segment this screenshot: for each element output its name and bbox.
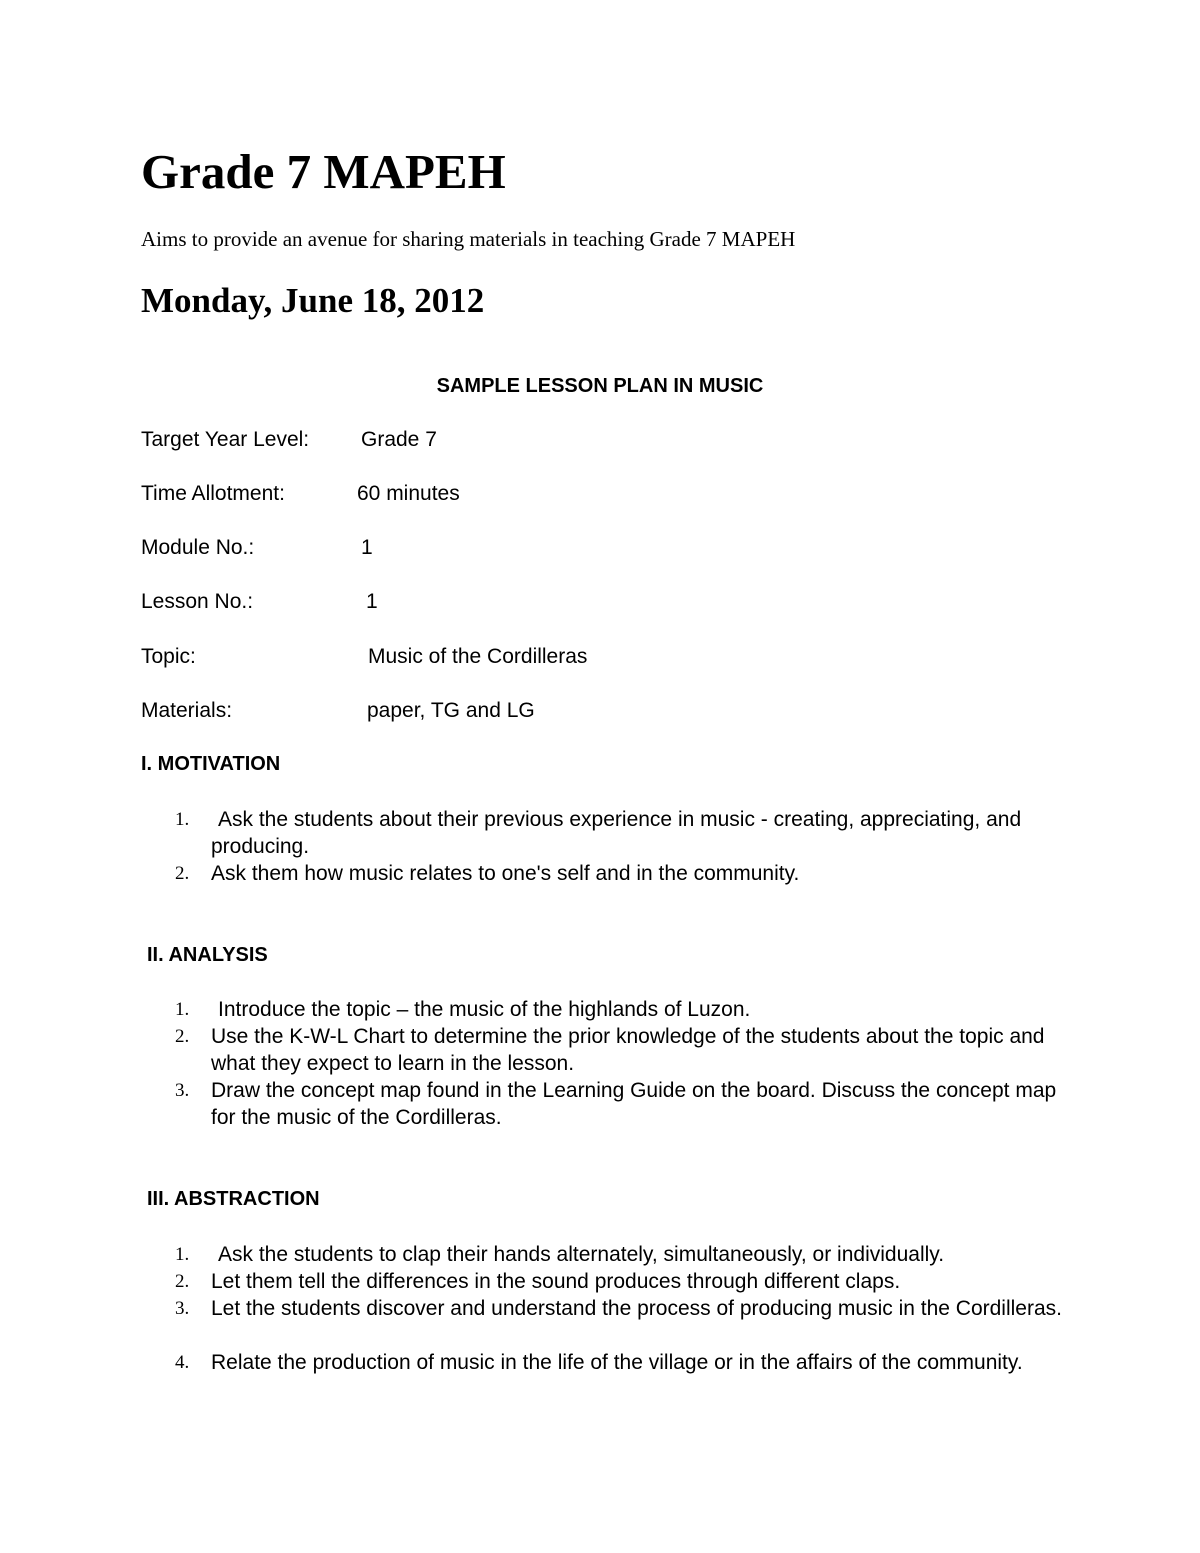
document-date: Monday, June 18, 2012	[141, 281, 485, 320]
list-text: Draw the concept map found in the Learning Guide on the board. Discuss the concept map for the music of the Cordilleras.	[211, 1079, 1057, 1129]
list-number: 2.	[175, 863, 190, 884]
section-heading-motivation: I. MOTIVATION	[141, 753, 281, 775]
list-text: Relate the production of music in the life of the village or in the affairs of the community.	[211, 1351, 1023, 1374]
list-number: 1.	[175, 999, 190, 1020]
field-label-time-allotment: Time Allotment:	[141, 482, 285, 505]
list-text: Use the K-W-L Chart to determine the prior knowledge of the students about the topic and what they expect to learn in the lesson.	[211, 1025, 1045, 1075]
list-number: 1.	[175, 809, 190, 830]
field-value-target-year-level: Grade 7	[361, 428, 437, 451]
field-label-module-no: Module No.:	[141, 536, 255, 559]
field-label-lesson-no: Lesson No.:	[141, 590, 254, 613]
list-text: Ask them how music relates to one's self and in the community.	[211, 862, 800, 885]
field-label-materials: Materials:	[141, 699, 233, 722]
section-heading-analysis: II. ANALYSIS	[147, 944, 268, 966]
field-label-target-year-level: Target Year Level:	[141, 428, 310, 451]
list-number: 3.	[175, 1298, 190, 1319]
document-title: Grade 7 MAPEH	[141, 144, 506, 199]
list-text: Ask the students about their previous experience in music - creating, appreciating, and producing.	[211, 808, 1022, 858]
list-number: 1.	[175, 1244, 190, 1265]
list-number: 2.	[175, 1026, 190, 1047]
field-value-module-no: 1	[361, 536, 373, 559]
list-text: Ask the students to clap their hands alternately, simultaneously, or individually.	[218, 1243, 945, 1266]
list-text: Let the students discover and understand the process of producing music in the Cordilleras.	[211, 1297, 1062, 1320]
field-label-topic: Topic:	[141, 645, 196, 668]
lesson-plan-title: SAMPLE LESSON PLAN IN MUSIC	[436, 375, 764, 397]
list-number: 2.	[175, 1271, 190, 1292]
field-value-lesson-no: 1	[366, 590, 378, 613]
list-number: 3.	[175, 1080, 190, 1101]
field-value-time-allotment: 60 minutes	[357, 482, 460, 505]
list-text: Let them tell the differences in the sound produces through different claps.	[211, 1270, 901, 1293]
list-text: Introduce the topic – the music of the highlands of Luzon.	[218, 998, 751, 1021]
section-heading-abstraction: III. ABSTRACTION	[147, 1188, 320, 1210]
field-value-materials: paper, TG and LG	[367, 699, 535, 722]
list-number: 4.	[175, 1352, 190, 1373]
document-aim: Aims to provide an avenue for sharing materials in teaching Grade 7 MAPEH	[141, 227, 796, 251]
field-value-topic: Music of the Cordilleras	[368, 645, 588, 668]
